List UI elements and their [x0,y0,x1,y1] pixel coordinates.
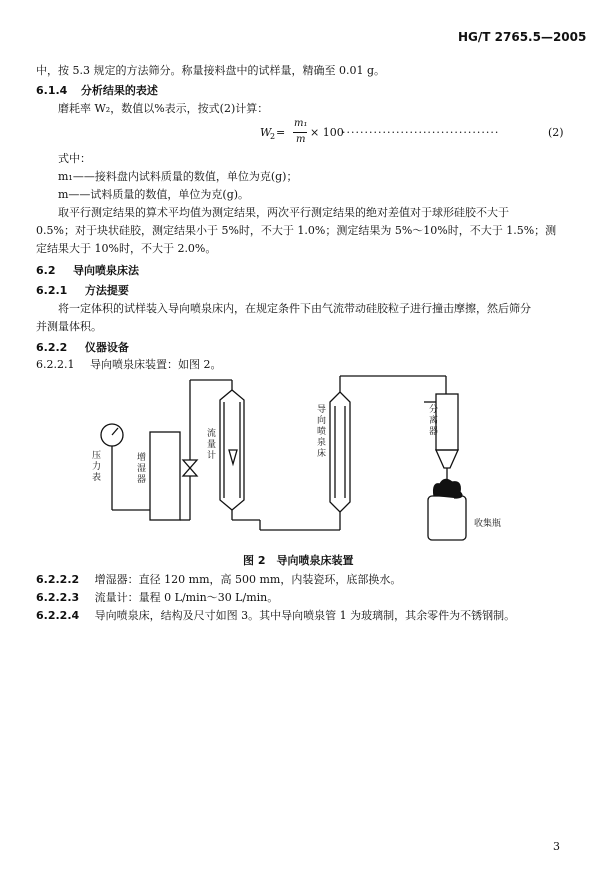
formula-denominator: m [296,134,306,145]
cyclone-separator [436,394,458,450]
paragraph-line: 将一定体积的试样装入导向喷泉床内，在规定条件下由气流带动硅胶粒子进行撞击摩擦，然后筛分 [58,302,531,315]
section-title: 分析结果的表述 [80,84,158,97]
section-title: 导向喷泉床法 [73,264,139,277]
figure-caption: 图 2 导向喷泉床装置 [243,554,354,567]
clause-text: 导向喷泉床，结构及尺寸如图 3。其中导向喷泉管 1 为玻璃制，其余零件为不锈钢制。 [94,609,516,622]
section-number: 6.2.2 [36,341,68,354]
formula-number: (2) [548,126,564,139]
paragraph-line: 磨耗率 W₂，数值以%表示，按式(2)计算： [58,102,269,115]
collection-bottle [428,496,466,540]
clause-text: 导向喷泉床装置：如图 2。 [89,358,222,371]
label-separator: 分离器 [427,404,437,437]
clause-6-2-2-2 [36,571,401,589]
fountain-bed-tube [330,392,350,512]
section-heading-6-2-1 [36,282,129,298]
flowmeter-float [229,450,237,464]
section-title: 方法提要 [84,284,129,297]
formula-lhs-sub: 2 [270,132,276,141]
page-number: 3 [553,840,560,853]
humidifier-vessel [150,432,180,520]
label-collection-bottle: 收集瓶 [474,519,502,529]
variable-definition: m₁——接料盘内试料质量的数值，单位为克(g)； [58,170,298,183]
fraction-bar [293,132,307,133]
formula-numerator: m₁ [294,118,308,129]
formula-times-100: × 100 [310,126,344,139]
label-pressure-gauge: 压力表 [90,450,100,483]
section-heading-6-2-2 [36,339,129,355]
clause-number: 6.2.2.1 [36,358,75,371]
paragraph-line: 取平行测定结果的算术平均值为测定结果，两次平行测定结果的绝对差值对于球形硅胶不大于 [58,206,509,219]
paragraph-line: 式中： [58,152,91,165]
clause-number: 6.2.2.2 [36,573,80,586]
formula-lhs: W [260,126,272,139]
label-flowmeter: 流量计 [205,428,215,461]
section-number: 6.2 [36,264,56,277]
paragraph-line: 并测量体积。 [36,320,102,333]
section-heading-6-2 [36,262,139,278]
label-fountain-bed: 导向喷泉床 [315,404,325,459]
standard-code: HG/T 2765.5—2005 [458,30,587,44]
clause-text: 增湿器：直径 120 mm，高 500 mm，内装瓷环，底部换水。 [94,573,402,586]
section-number: 6.1.4 [36,84,68,97]
valve-icon [183,460,197,468]
formula-equals: = [276,126,286,139]
clause-text: 流量计：量程 0 L/min～30 L/min。 [94,591,279,604]
clause-number: 6.2.2.3 [36,591,80,604]
formula-leader-dots: ··································· [342,126,500,139]
variable-definition: m——试料质量的数值，单位为克(g)。 [58,188,250,201]
paragraph-line: 0.5%；对于块状硅胶，测定结果小于 5%时，不大于 1.0%；测定结果为 5%～10%时，不大于 1.5%；测 [36,224,557,237]
section-heading-6-1-4 [36,82,158,98]
section-title: 仪器设备 [84,341,129,354]
clause-number: 6.2.2.4 [36,609,80,622]
silica-particles [434,479,462,498]
paragraph-line: 定结果大于 10%时，不大于 2.0%。 [36,242,217,255]
section-number: 6.2.1 [36,284,68,297]
clause-6-2-2-4 [36,607,515,625]
paragraph-line: 中，按 5.3 规定的方法筛分。称量接料盘中的试样量，精确至 0.01 g。 [36,64,386,77]
clause-6-2-2-3 [36,589,278,607]
label-humidifier: 增湿器 [135,452,145,485]
